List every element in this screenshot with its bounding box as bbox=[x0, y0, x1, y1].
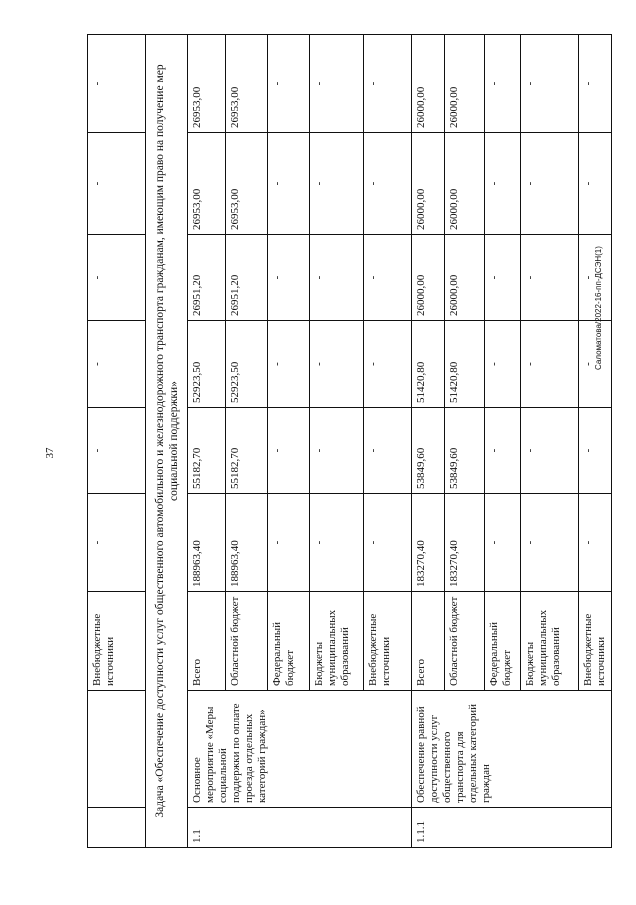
value-cell: - bbox=[364, 133, 412, 235]
value-cell: 52923,50 bbox=[188, 321, 226, 408]
value-cell: - bbox=[268, 35, 310, 133]
value-cell: - bbox=[88, 321, 146, 408]
value-cell: 26951,20 bbox=[188, 235, 226, 321]
value-cell: 183270,40 bbox=[445, 494, 485, 592]
value-cell: - bbox=[310, 35, 364, 133]
value-cell: - bbox=[521, 35, 579, 133]
value-cell: - bbox=[485, 133, 521, 235]
funding-source-cell: Всего bbox=[188, 592, 226, 691]
table-row bbox=[88, 35, 146, 848]
value-cell: 51420,80 bbox=[445, 321, 485, 408]
funding-source-cell: Внебюджетные источники bbox=[364, 592, 412, 691]
value-cell: - bbox=[310, 408, 364, 494]
value-cell: - bbox=[485, 494, 521, 592]
row-number-cell bbox=[88, 808, 146, 848]
value-cell: 188963,40 bbox=[226, 494, 268, 592]
value-cell: 26000,00 bbox=[445, 133, 485, 235]
funding-source-cell: Внебюджетные источники bbox=[88, 592, 146, 691]
value-cell: - bbox=[268, 408, 310, 494]
funding-table bbox=[87, 34, 612, 848]
value-cell: 26000,00 bbox=[445, 235, 485, 321]
value-cell: - bbox=[579, 35, 612, 133]
value-cell: - bbox=[579, 235, 612, 321]
value-cell: 26953,00 bbox=[226, 133, 268, 235]
value-cell: - bbox=[268, 235, 310, 321]
value-cell: 26953,00 bbox=[188, 35, 226, 133]
task-title-cell: Задача «Обеспечение доступности услуг общественного автомобильного и железнодорожного транспорта гражданам, имеющим право на получение мер социальной поддержки» bbox=[146, 35, 188, 848]
funding-source-cell: Федеральный бюджет bbox=[485, 592, 521, 691]
value-cell: 26000,00 bbox=[412, 133, 445, 235]
activity-name-cell bbox=[88, 691, 146, 808]
value-cell: - bbox=[88, 35, 146, 133]
value-cell: - bbox=[521, 321, 579, 408]
value-cell: - bbox=[521, 235, 579, 321]
task-row bbox=[146, 35, 188, 848]
value-cell: - bbox=[268, 494, 310, 592]
value-cell: 26000,00 bbox=[412, 35, 445, 133]
value-cell: - bbox=[579, 494, 612, 592]
value-cell: 26951,20 bbox=[226, 235, 268, 321]
table-row bbox=[412, 35, 445, 848]
value-cell: 55182,70 bbox=[188, 408, 226, 494]
table-body bbox=[88, 35, 612, 848]
value-cell: - bbox=[88, 494, 146, 592]
value-cell: - bbox=[88, 235, 146, 321]
value-cell: 51420,80 bbox=[412, 321, 445, 408]
value-cell: - bbox=[88, 133, 146, 235]
value-cell: - bbox=[521, 408, 579, 494]
row-number-cell: 1.1 bbox=[188, 808, 412, 848]
value-cell: - bbox=[364, 494, 412, 592]
value-cell: - bbox=[579, 133, 612, 235]
value-cell: 26000,00 bbox=[412, 235, 445, 321]
value-cell: - bbox=[310, 494, 364, 592]
value-cell: 55182,70 bbox=[226, 408, 268, 494]
value-cell: - bbox=[485, 35, 521, 133]
value-cell: 53849,60 bbox=[412, 408, 445, 494]
page-number: 37 bbox=[44, 447, 56, 459]
value-cell: 53849,60 bbox=[445, 408, 485, 494]
value-cell: - bbox=[310, 133, 364, 235]
value-cell: 26953,00 bbox=[226, 35, 268, 133]
value-cell: 52923,50 bbox=[226, 321, 268, 408]
table-row bbox=[188, 35, 226, 848]
funding-source-cell: Бюджеты муниципальных образований bbox=[521, 592, 579, 691]
value-cell: - bbox=[579, 408, 612, 494]
value-cell: - bbox=[485, 235, 521, 321]
value-cell: - bbox=[485, 408, 521, 494]
value-cell: - bbox=[521, 133, 579, 235]
value-cell: - bbox=[268, 133, 310, 235]
document-code: Саломатова/2022-16-пп-ДСЭН(1) bbox=[594, 246, 603, 370]
funding-source-cell: Федеральный бюджет bbox=[268, 592, 310, 691]
value-cell: 26953,00 bbox=[188, 133, 226, 235]
value-cell: - bbox=[579, 321, 612, 408]
value-cell: 26000,00 bbox=[445, 35, 485, 133]
value-cell: - bbox=[364, 321, 412, 408]
funding-source-cell: Бюджеты муниципальных образований bbox=[310, 592, 364, 691]
funding-source-cell: Областной бюджет bbox=[226, 592, 268, 691]
activity-name-cell: Основное мероприятие «Меры социальной поддержки по оплате проезда отдельных категорий граждан» bbox=[188, 691, 412, 808]
value-cell: 183270,40 bbox=[412, 494, 445, 592]
funding-source-cell: Всего bbox=[412, 592, 445, 691]
value-cell: - bbox=[268, 321, 310, 408]
value-cell: - bbox=[521, 494, 579, 592]
value-cell: - bbox=[364, 235, 412, 321]
row-number-cell: 1.1.1 bbox=[412, 808, 612, 848]
value-cell: - bbox=[485, 321, 521, 408]
value-cell: - bbox=[364, 35, 412, 133]
funding-source-cell: Областной бюджет bbox=[445, 592, 485, 691]
value-cell: - bbox=[310, 321, 364, 408]
value-cell: - bbox=[364, 408, 412, 494]
activity-name-cell: Обеспечение равной доступности услуг общественного транспорта для отдельных категорий граждан bbox=[412, 691, 612, 808]
value-cell: 188963,40 bbox=[188, 494, 226, 592]
value-cell: - bbox=[310, 235, 364, 321]
funding-source-cell: Внебюджетные источники bbox=[579, 592, 612, 691]
value-cell: - bbox=[88, 408, 146, 494]
